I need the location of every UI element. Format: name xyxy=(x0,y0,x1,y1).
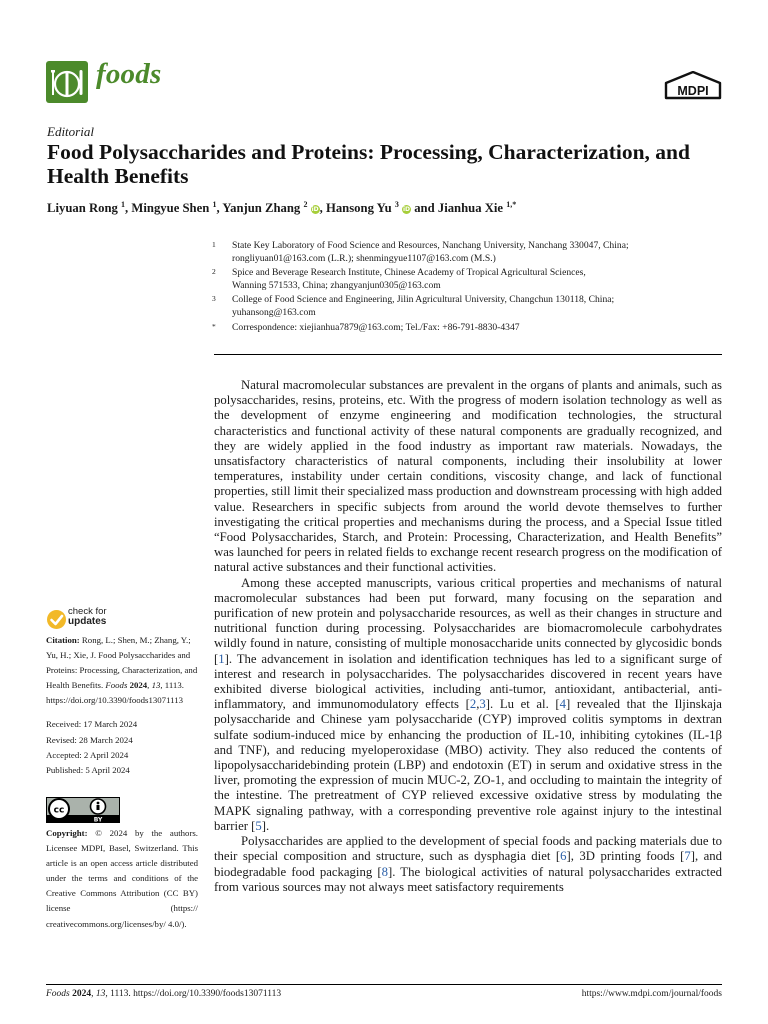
mdpi-logo-icon xyxy=(664,71,722,101)
body-paragraph: Polysaccharides are applied to the development of special foods and packing materials due to their special composition and structure, such as dysphagia diet [6], 3D printing foods [7], and biodegradable food packaging [8]. The biological activities of natural polysaccharides extracted from various sources may not always meet satisfactory requirements xyxy=(214,834,722,894)
author-name[interactable]: Yanjun Zhang xyxy=(222,201,301,216)
cc-by-license-icon[interactable] xyxy=(46,797,120,823)
author-name[interactable]: Hansong Yu xyxy=(325,201,392,216)
article-title: Food Polysaccharides and Proteins: Processing, Characterization, and Health Benefits xyxy=(47,140,690,188)
citation-doi[interactable]: , 1113. https://doi.org/10.3390/foods13071113 xyxy=(46,680,184,706)
body-paragraph: Among these accepted manuscripts, various critical properties and mechanisms of natural macromolecular substances had been put forward, many focusing on the separation and purification of new protein and polysaccharide resources, as well as their changes in structure and nutritional function during processing. Polysaccharides are biomacromolecule carbohydrates wildly found in nature, consisting of multiple monosaccharide units connected by glycosidic bonds [1]. The advancement in isolation and identification techniques has led to a significant surge of interest and research in polysaccharides. The polysaccharides discovered in recent years have exhibited diverse biological activities, including anti-tumor, antioxidant, antibacterial, anti-inflammatory, and immunomodulatory effects [2,3]. Lu et al. [4] revealed that the Iljinskaja polysaccharide and Chinese yam polysaccharide (CYP) improved colitis symptoms in dextran sulfate sodium-induced mice by enhancing the production of IL-10, inhibiting cytokines (IL-1β and TNF), and reducing myeloperoxidase (MBO) activity. They also reduced the contents of lipopolysaccharidebinding protein (LBP) and endotoxin (ET) in serum and oxidative stress in the liver, promoting the expression of mucin MUC-2, ZO-1, and occluding to maintain the integrity of the intestine. The pretreatment of CYP relieved excessive oxidative stress by modulating the MAPK signaling pathway, with a corresponding preventive role against injury to the intestinal barrier [5]. xyxy=(214,575,722,833)
published-date: Published: 5 April 2024 xyxy=(46,764,130,775)
copyright-block xyxy=(46,826,198,932)
author-affiliation-marker: 2 xyxy=(303,200,308,209)
affiliation-item xyxy=(212,322,727,335)
citation-volume: 13 xyxy=(151,680,161,691)
citation-ref-link[interactable]: 7 xyxy=(684,849,691,864)
affiliation-item xyxy=(212,240,727,265)
copyright-text: © 2024 by the authors. Licensee MDPI, Basel, Switzerland. This article is an open access article distributed under the terms and conditions of the Creative Commons Attribution (CC BY) license (https:// creativecommons.org/licenses/by/ 4.0/). xyxy=(46,828,199,929)
author-affiliation-marker: 1,* xyxy=(506,200,517,209)
citation-journal: Foods xyxy=(105,680,128,691)
affiliation-line: State Key Laboratory of Food Science and Resources, Nanchang University, Nanchang 330047, China; xyxy=(232,240,629,251)
cc-by-label: BY xyxy=(93,816,103,823)
citation-ref-link[interactable]: 4 xyxy=(559,697,566,712)
affiliation-divider xyxy=(214,354,722,355)
author-affiliation-marker: 3 xyxy=(394,200,399,209)
citation-ref-link[interactable]: 2 xyxy=(469,697,477,712)
affiliation-line: Spice and Beverage Research Institute, Chinese Academy of Tropical Agricultural Sciences, xyxy=(232,267,586,279)
received-date: Received: 17 March 2024 xyxy=(46,719,138,730)
footer-divider xyxy=(46,984,722,985)
affiliation-number: 1 xyxy=(212,240,216,249)
author-name[interactable]: Liyuan Rong xyxy=(47,201,118,216)
author-name[interactable]: Mingyue Shen xyxy=(131,201,210,216)
article-type: Editorial xyxy=(47,124,94,139)
author-affiliation-marker: 1 xyxy=(212,200,217,209)
article-body xyxy=(214,378,722,895)
correspondence-line: Correspondence: xiejianhua7879@163.com; Tel./Fax: +86-791-8830-4347 xyxy=(232,321,520,333)
author-list: Liyuan Rong $^1$, Mingyue Shen $^1$, Yanjun Zhang $^2$ iD, Hansong Yu $^3$ iD and Jianhua Xie $^{1,*}$ xyxy=(47,200,517,216)
check-label-line2: updates xyxy=(68,616,107,627)
affiliation-item xyxy=(212,294,727,319)
check-for-updates-label[interactable] xyxy=(68,607,107,627)
footer-journal: Foods xyxy=(46,989,70,999)
orcid-icon[interactable]: iD xyxy=(311,206,319,214)
citation-year: 2024 xyxy=(129,680,148,691)
citation-ref-link[interactable]: 3 xyxy=(479,697,486,712)
affiliation-number: * xyxy=(212,321,216,331)
citation-label: Citation: xyxy=(46,635,80,645)
affiliations xyxy=(212,240,727,336)
svg-text:cc: cc xyxy=(53,805,65,816)
affiliation-number: 3 xyxy=(212,294,216,304)
footer-volume: 13 xyxy=(95,989,106,999)
journal-name: foods xyxy=(96,58,162,90)
footer-year: 2024 xyxy=(72,989,92,999)
affiliation-line: College of Food Science and Engineering, Jilin Agricultural University, Changchun 130118, China; xyxy=(232,294,615,306)
author-affiliation-marker: 1 xyxy=(121,200,126,209)
footer-journal-url[interactable]: https://www.mdpi.com/journal/foods xyxy=(581,989,722,999)
citation-ref-link[interactable]: 5 xyxy=(255,818,262,833)
dates-block xyxy=(46,717,198,777)
footer-citation: Foods 2024, 13, 1113. https://doi.org/10.3390/foods13071113 xyxy=(46,989,282,999)
publisher-name: MDPI xyxy=(677,84,709,98)
footer-doi[interactable]: , 1113. https://doi.org/10.3390/foods13071113 xyxy=(105,989,282,999)
author-name[interactable]: Jianhua Xie xyxy=(437,201,504,216)
accepted-date: Accepted: 2 April 2024 xyxy=(46,749,129,760)
citation-ref-link[interactable]: 6 xyxy=(560,849,567,864)
affiliation-line: Wanning 571533, China; zhangyanjun0305@163.com xyxy=(232,279,441,291)
citation-text: Rong, L.; Shen, M.; Zhang, Y.; Yu, H.; Xie, J. Food Polysaccharides and Proteins: Processing, Characterization, and Health Benefits. xyxy=(46,635,198,691)
citation-ref-link[interactable]: 8 xyxy=(381,864,388,879)
revised-date: Revised: 28 March 2024 xyxy=(46,734,133,745)
article-info-sidebar xyxy=(46,633,198,787)
orcid-icon[interactable]: iD xyxy=(403,206,411,214)
citation-block: Citation: Rong, L.; Shen, M.; Zhang, Y.; Yu, H.; Xie, J. Food Polysaccharides and Proteins: Processing, Characterization, and Health Benefits. Foods 2024, 13, 1113. https://doi.org/10.3390/foods13071113 xyxy=(46,635,198,706)
body-paragraph: Natural macromolecular substances are prevalent in the organs of plants and animals, such as polysaccharides, resins, proteins, etc. With the progress of modern isolation technology as well as the development of enzyme engineering and modification technologies, the structural characteristics and functional activity of these natural components are gradually recognized, and they are widely applied in the food industry as important raw materials. Nowadays, the unsatisfactory characteristics of natural components, including their insolubility at lower temperatures, instability under certain conditions, viscosity change, and lack of functional properties, still limit their specialized mass production and downstream processing with high added value. Researchers in specific subjects from around the world devote themselves to further investigating the critical properties and mechanisms during the process, and a Special Issue titled “Food Polysaccharides, Starch, and Protein: Processing, Characterization, and Health Benefits” was launched for peers in related fields to exchange recent research progress on the modification of natural active substances and their functional activities. xyxy=(214,378,722,575)
affiliation-number: 2 xyxy=(212,267,216,277)
foods-logo-icon xyxy=(46,61,88,103)
affiliation-line: yuhansong@163.com xyxy=(232,306,316,318)
affiliation-item xyxy=(212,267,727,292)
citation-ref-link[interactable]: 1 xyxy=(218,651,225,666)
copyright-label: Copyright: xyxy=(46,828,88,838)
check-label-line1: check for xyxy=(68,606,107,617)
affiliation-line: rongliyuan01@163.com (L.R.); shenmingyue1107@163.com (M.S.) xyxy=(232,252,496,264)
